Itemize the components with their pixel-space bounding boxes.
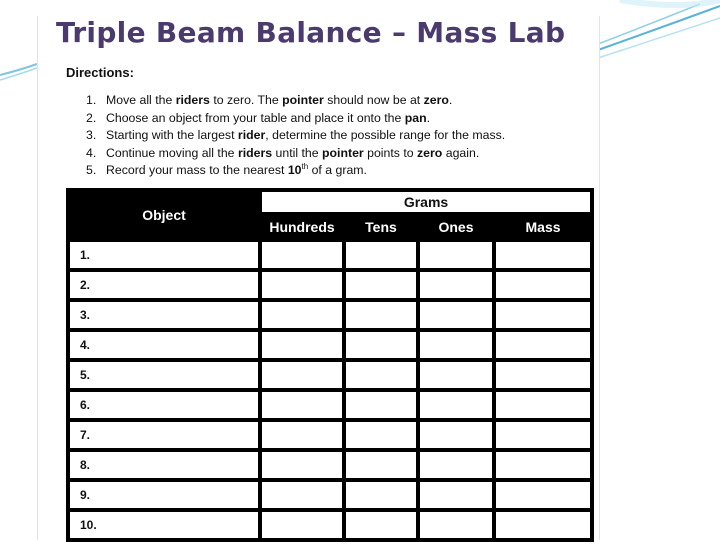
direction-text: . (426, 110, 431, 125)
object-cell[interactable]: 8. (70, 452, 258, 478)
object-cell[interactable]: 6. (70, 392, 258, 418)
hundreds-cell[interactable] (262, 392, 342, 418)
direction-text: of a gram. (308, 163, 367, 177)
object-cell[interactable]: 4. (70, 332, 258, 358)
tens-cell[interactable] (346, 302, 416, 328)
direction-number: 2. (86, 110, 97, 125)
direction-text: should now be at (323, 93, 424, 107)
tens-cell[interactable] (346, 452, 416, 478)
hundreds-cell[interactable] (262, 452, 342, 478)
tens-cell[interactable] (346, 362, 416, 388)
object-cell[interactable]: 5. (70, 362, 258, 388)
worksheet-page (37, 16, 600, 540)
direction-item (86, 110, 505, 128)
object-cell[interactable]: 3. (70, 302, 258, 328)
direction-text: to zero. The (209, 93, 283, 107)
mass-cell[interactable] (496, 242, 590, 268)
direction-text: zero (423, 93, 449, 107)
direction-text: Record your mass to the nearest (106, 163, 288, 177)
mass-lab-table (66, 188, 594, 542)
hundreds-cell[interactable] (262, 332, 342, 358)
direction-text: , determine the possible range for the mass. (265, 128, 506, 142)
direction-text: Choose an object from your table and place it onto the (106, 110, 405, 125)
object-cell[interactable]: 2. (70, 272, 258, 298)
ones-cell[interactable] (420, 512, 492, 538)
tens-cell[interactable] (346, 272, 416, 298)
direction-text: Continue moving all the (106, 145, 238, 160)
direction-text: rider (237, 128, 266, 142)
column-header-hundreds: Hundreds (262, 216, 342, 238)
direction-text: zero (417, 145, 443, 160)
hundreds-cell[interactable] (262, 242, 342, 268)
direction-text: . (448, 93, 453, 107)
direction-number: 5. (86, 163, 97, 177)
directions-list (86, 92, 505, 180)
column-header-ones: Ones (420, 216, 492, 238)
ones-cell[interactable] (420, 242, 492, 268)
mass-cell[interactable] (496, 332, 590, 358)
mass-cell[interactable] (496, 482, 590, 508)
mass-cell[interactable] (496, 272, 590, 298)
table-row (70, 302, 590, 328)
table-row (70, 422, 590, 448)
ones-cell[interactable] (420, 422, 492, 448)
ones-cell[interactable] (420, 392, 492, 418)
ones-cell[interactable] (420, 332, 492, 358)
mass-cell[interactable] (496, 302, 590, 328)
direction-text: riders (175, 93, 210, 107)
object-cell[interactable]: 9. (70, 482, 258, 508)
table-row (70, 362, 590, 388)
direction-number: 4. (86, 145, 97, 160)
hundreds-cell[interactable] (262, 482, 342, 508)
direction-text: again. (442, 145, 480, 160)
direction-text: 10 (287, 163, 302, 177)
object-cell[interactable]: 10. (70, 512, 258, 538)
table-row (70, 452, 590, 478)
mass-cell[interactable] (496, 422, 590, 448)
hundreds-cell[interactable] (262, 512, 342, 538)
ones-cell[interactable] (420, 452, 492, 478)
table-row (70, 482, 590, 508)
table-row (70, 272, 590, 298)
table-row (70, 332, 590, 358)
direction-item (86, 127, 505, 145)
mass-cell[interactable] (496, 392, 590, 418)
direction-number: 3. (86, 128, 97, 142)
direction-text: Move all the (106, 93, 176, 107)
tens-cell[interactable] (346, 482, 416, 508)
table-row (70, 512, 590, 538)
worksheet-title: Triple Beam Balance – Mass Lab (56, 16, 566, 49)
mass-cell[interactable] (496, 512, 590, 538)
tens-cell[interactable] (346, 392, 416, 418)
direction-text: pan (404, 110, 427, 125)
hundreds-cell[interactable] (262, 272, 342, 298)
ones-cell[interactable] (420, 272, 492, 298)
direction-text: pointer (322, 145, 364, 160)
object-cell[interactable]: 7. (70, 422, 258, 448)
direction-text: points to (363, 145, 418, 160)
direction-superscript: th (301, 162, 309, 171)
table-row (70, 392, 590, 418)
ones-cell[interactable] (420, 302, 492, 328)
tens-cell[interactable] (346, 422, 416, 448)
direction-text: pointer (282, 93, 324, 107)
tens-cell[interactable] (346, 332, 416, 358)
ones-cell[interactable] (420, 482, 492, 508)
object-cell[interactable]: 1. (70, 242, 258, 268)
direction-item (86, 92, 505, 110)
table-row (70, 242, 590, 268)
hundreds-cell[interactable] (262, 362, 342, 388)
grams-column-header: Grams (262, 192, 590, 212)
mass-cell[interactable] (496, 362, 590, 388)
direction-item (86, 162, 505, 180)
direction-number: 1. (86, 93, 97, 107)
tens-cell[interactable] (346, 512, 416, 538)
column-header-tens: Tens (346, 216, 416, 238)
direction-text: riders (237, 145, 273, 160)
direction-text: Starting with the largest (106, 128, 238, 142)
mass-cell[interactable] (496, 452, 590, 478)
hundreds-cell[interactable] (262, 302, 342, 328)
column-header-mass: Mass (496, 216, 590, 238)
direction-item (86, 145, 505, 163)
tens-cell[interactable] (346, 242, 416, 268)
object-column-header: Object (70, 192, 258, 238)
direction-text: until the (272, 145, 323, 160)
directions-label: Directions: (66, 65, 134, 80)
hundreds-cell[interactable] (262, 422, 342, 448)
ones-cell[interactable] (420, 362, 492, 388)
